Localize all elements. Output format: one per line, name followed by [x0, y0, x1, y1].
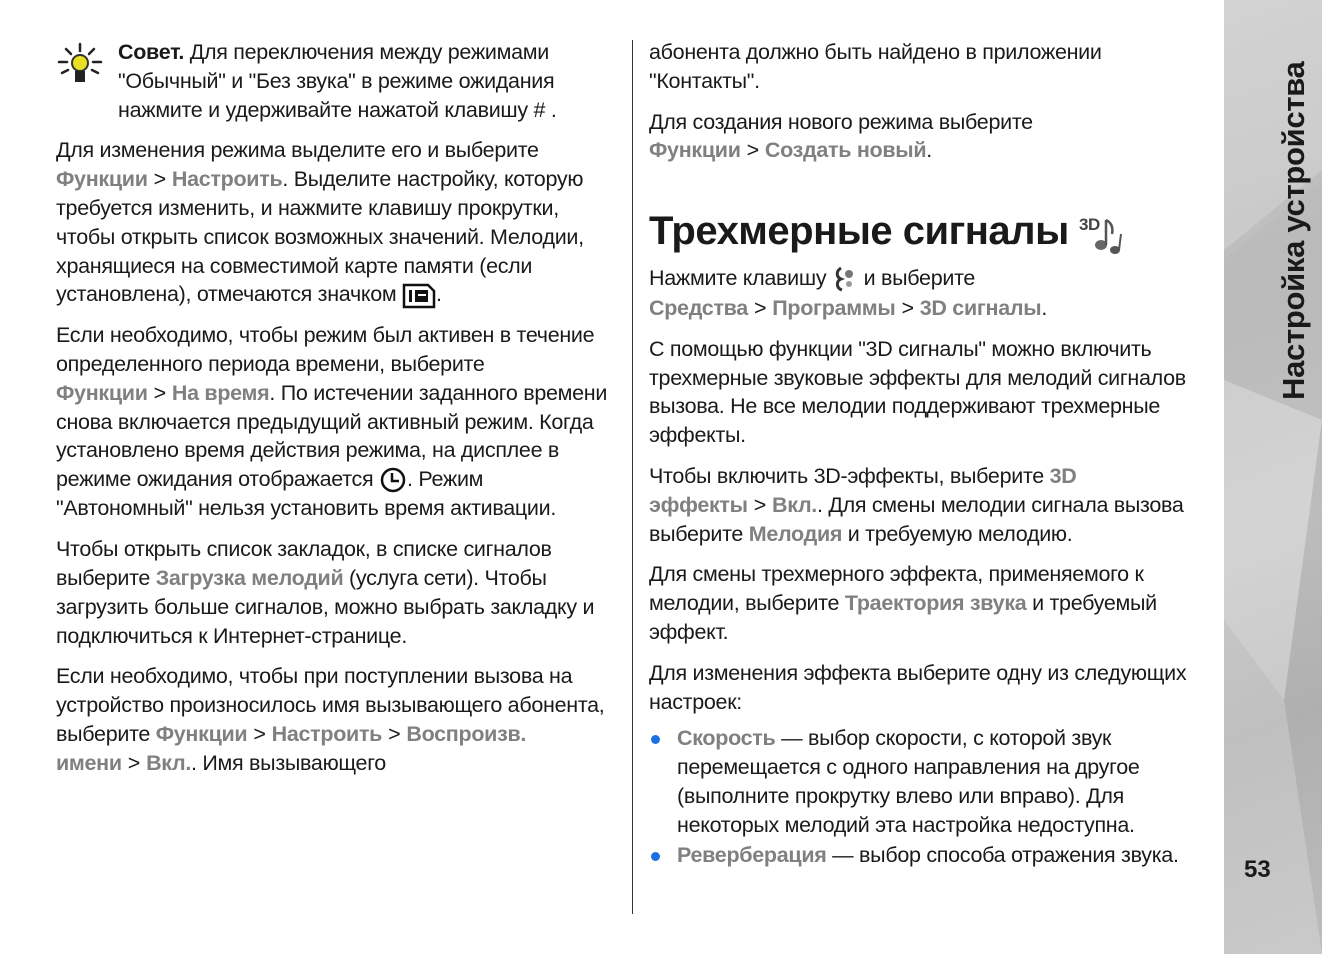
menu-ref-functions: Функции	[56, 167, 148, 192]
list-item-reverb	[649, 841, 1214, 870]
paragraph-say-name	[56, 662, 622, 777]
menu-ref-ringtone: Мелодия	[748, 521, 843, 546]
menu-ref-customize: Настроить	[171, 167, 283, 192]
section-heading	[649, 207, 1214, 255]
text: абонента должно быть найдено в приложении "Контакты".	[649, 40, 1102, 93]
tip-text: Для переключения между режимами "Обычный" и "Без звука" в режиме ожидания нажмите и удерживайте нажатой клавишу # .	[118, 40, 557, 122]
menu-ref-functions: Функции	[155, 722, 248, 747]
paragraph-create-new	[649, 108, 1214, 166]
page-number: 53	[1244, 856, 1271, 883]
right-column	[649, 38, 1214, 870]
paragraph-settings-intro	[649, 659, 1214, 717]
menu-ref-functions: Функции	[649, 138, 741, 163]
setting-term: Скорость	[677, 726, 776, 751]
menu-separator: >	[388, 722, 401, 747]
menu-ref-download-tones: Загрузка мелодий	[155, 566, 344, 591]
text: Для изменения режима выделите его и выберите	[56, 138, 539, 163]
menu-ref-timed: На время	[171, 380, 270, 405]
paragraph-enable-3d	[649, 462, 1214, 548]
text: Нажмите клавишу	[649, 265, 832, 290]
menu-ref-3d-tones: 3D сигналы	[919, 295, 1042, 320]
menu-ref-sound-trajectory: Траектория звука	[844, 591, 1027, 616]
paragraph-3d-description	[649, 335, 1214, 450]
text: . Для смены мелодии сигнала вызова выберите	[649, 492, 1184, 546]
bullet-icon	[651, 735, 660, 744]
menu-ref-applications: Программы	[772, 295, 896, 320]
menu-ref-create-new: Создать новый	[764, 138, 927, 163]
menu-ref-tools: Средства	[649, 295, 748, 320]
paragraph-contacts	[649, 38, 1214, 96]
bullet-icon	[651, 852, 660, 861]
heading-text: Трехмерные сигналы	[649, 209, 1069, 254]
text: и требуемый эффект.	[649, 591, 1157, 644]
menu-separator: >	[901, 295, 914, 320]
menu-separator: >	[753, 492, 766, 517]
clock-icon	[379, 466, 407, 494]
menu-separator: >	[153, 167, 166, 192]
text: Если необходимо, чтобы при поступлении вызова на устройство произносилось имя вызывающего абонента, выберите	[56, 664, 605, 747]
menu-separator: >	[753, 295, 767, 320]
paragraph-open-3d	[649, 264, 1214, 323]
menu-ref-3d-effects: 3D эффекты	[649, 463, 1077, 517]
lightbulb-tip-icon	[56, 42, 104, 86]
text: . По истечении заданного времени снова включается предыдущий активный режим. Когда установлено время действия режима, на дисплее в режиме ожидания отображается	[56, 380, 608, 492]
paragraph-timed-mode	[56, 321, 622, 523]
setting-description: — выбор способа отражения звука.	[826, 842, 1179, 867]
list-item-speed	[649, 724, 1214, 839]
text: Чтобы открыть список закладок, в списке сигналов выберите	[56, 537, 552, 591]
menu-separator: >	[127, 750, 141, 775]
memory-card-icon	[402, 283, 436, 309]
left-column	[56, 38, 622, 790]
settings-list	[649, 724, 1214, 869]
text: Если необходимо, чтобы режим был активен в течение определенного периода времени, выберите	[56, 323, 595, 376]
chapter-sidebar	[1224, 0, 1322, 954]
setting-description: — выбор скорости, с которой звук перемещается с одного направления на другое (выполните прокрутку влево или вправо). Для некоторых мелодий эта настройка недоступна.	[677, 726, 1140, 837]
menu-key-icon	[832, 264, 858, 294]
menu-separator: >	[153, 380, 166, 405]
paragraph-bookmarks	[56, 535, 622, 650]
text: . Режим "Автономный" нельзя установить время активации.	[56, 467, 557, 521]
setting-term: Реверберация	[677, 842, 827, 867]
text: . Имя вызывающего	[191, 750, 386, 775]
paragraph-change-mode	[56, 136, 622, 309]
text: Для смены трехмерного эффекта, применяемого к мелодии, выберите	[649, 562, 1144, 616]
menu-ref-on: Вкл.	[772, 492, 817, 517]
text: С помощью функции "3D сигналы" можно включить трехмерные звуковые эффекты для мелодий сигналов вызова. Не все мелодии поддерживают трехмерные эффекты.	[649, 336, 1186, 448]
menu-ref-on: Вкл.	[146, 750, 192, 775]
text: .	[1041, 295, 1047, 320]
text: .	[926, 138, 932, 163]
chapter-title: Настройка устройства	[1276, 61, 1311, 400]
menu-ref-functions: Функции	[56, 380, 148, 405]
text: Для создания нового режима выберите	[649, 109, 1033, 134]
menu-ref-say-name: Воспроизв. имени	[56, 722, 527, 775]
tip-block	[56, 38, 622, 124]
menu-separator: >	[746, 138, 759, 163]
text: .	[436, 282, 442, 307]
text: и выберите	[857, 265, 976, 290]
menu-ref-customize: Настроить	[271, 722, 383, 747]
text: (услуга сети). Чтобы загрузить больше сигналов, можно выбрать закладку и подключиться к Интернет-странице.	[56, 566, 595, 648]
3d-tones-icon	[1077, 212, 1125, 256]
column-divider	[632, 40, 633, 914]
text: Для изменения эффекта выберите одну из следующих настроек:	[649, 660, 1187, 714]
text: и требуемую мелодию.	[842, 521, 1073, 546]
svg-text:3D: 3D	[1078, 214, 1100, 234]
menu-separator: >	[253, 722, 266, 747]
text: . Выделите настройку, которую требуется изменить, и нажмите клавишу прокрутки, чтобы открыть список возможных значений. Мелодии, хранящиеся на совместимой карте памяти (если установлена), отмечаются значком	[56, 167, 584, 307]
tip-label: Совет.	[118, 40, 185, 64]
paragraph-sound-trajectory	[649, 560, 1214, 646]
text: Чтобы включить 3D-эффекты, выберите	[649, 463, 1050, 488]
